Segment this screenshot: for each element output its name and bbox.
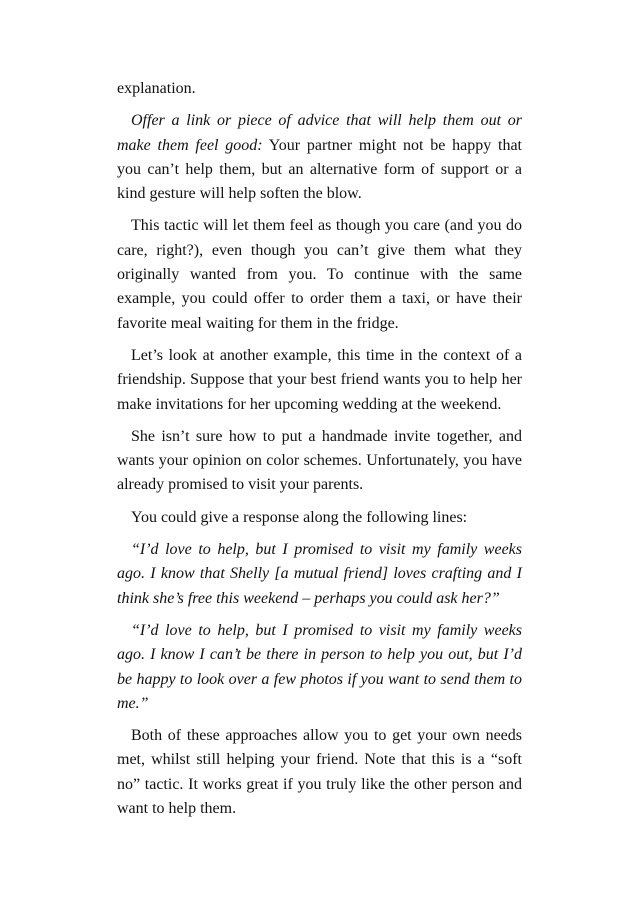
paragraph-example: Let’s look at another example, this time in the context of a friendship. Suppose that your best friend wants you to help her make invitations for her upcoming wedding at the weekend. bbox=[117, 346, 522, 413]
paragraph-invite: She isn’t sure how to put a handmade invite together, and wants your opinion on color schemes. Unfortunately, you have already promised to visit your parents. bbox=[117, 427, 522, 494]
paragraph-lead-phrase: Offer a link or piece of advice that will help them out or make them feel good: bbox=[117, 112, 522, 154]
paragraph-continuation: explanation. bbox=[117, 80, 196, 97]
paragraph-body: Your partner might not be happy that you can’t help them, but an alternative form of support or a kind gesture will help soften the blow. bbox=[117, 136, 523, 203]
paragraph-response-intro: You could give a response along the following lines: bbox=[131, 508, 468, 526]
paragraph-tactic: This tactic will let them feel as though you care (and you do care, right?), even though you can’t give them what they originally wanted from you. To continue with the same example, you could offer to order them a taxi, or have their favorite meal waiting for them in the fridge. bbox=[117, 217, 522, 332]
quote-response-2: “I’d love to help, but I promised to visit my family weeks ago. I know I can’t be there in person to help you out, but I’d be happy to look over a few photos if you want to send them to me.” bbox=[117, 621, 522, 712]
quote-response-1: “I’d love to help, but I promised to visit my family weeks ago. I know that Shelly [a mutual friend] loves crafting and I think she’s free this weekend – perhaps you could ask her?” bbox=[117, 541, 522, 607]
paragraph-offer-advice bbox=[117, 109, 522, 206]
paragraph-conclusion: Both of these approaches allow you to get your own needs met, whilst still helping your friend. Note that this is a “soft no” tactic. It works great if you truly like the other person and want to help them. bbox=[117, 727, 522, 818]
document-page bbox=[117, 77, 522, 829]
